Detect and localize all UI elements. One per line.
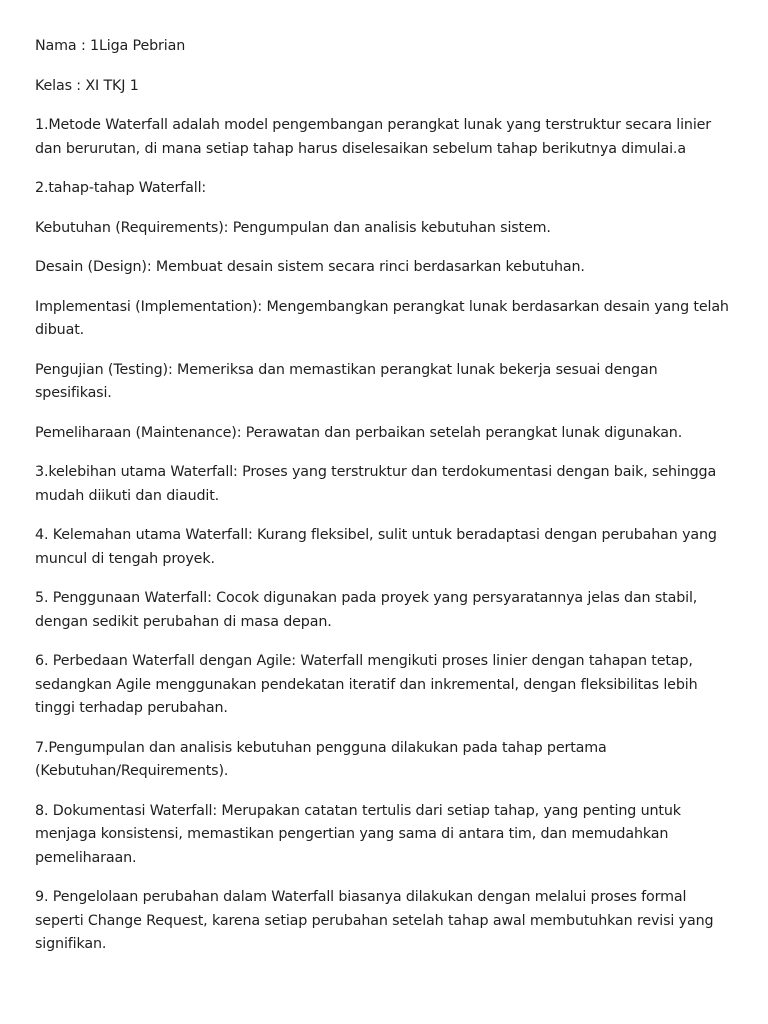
stage-testing: Pengujian (Testing): Memeriksa dan memastikan perangkat lunak bekerja sesuai dengan spesifikasi. <box>35 361 658 401</box>
answer-6-comparison: 6. Perbedaan Waterfall dengan Agile: Waterfall mengikuti proses linier dengan tahapan tetap, sedangkan Agile menggunakan pendekatan iteratif dan inkremental, dengan fleksibilitas lebih tinggi terhadap perubahan. <box>35 653 698 716</box>
student-class: Kelas : XI TKJ 1 <box>35 77 139 94</box>
answer-3-advantages: 3.kelebihan utama Waterfall: Proses yang terstruktur dan terdokumentasi dengan baik, sehingga mudah diikuti dan diaudit. <box>35 464 717 504</box>
answer-8-documentation: 8. Dokumentasi Waterfall: Merupakan catatan tertulis dari setiap tahap, yang penting untuk menjaga konsistensi, memastikan pengertian yang sama di antara tim, dan memudahkan pemeliharaan. <box>35 802 681 866</box>
answer-9-change-management: 9. Pengelolaan perubahan dalam Waterfall biasanya dilakukan dengan melalui proses formal seperti Change Request, karena setiap perubahan setelah tahap awal membutuhkan revisi yang signifikan. <box>35 889 714 952</box>
answer-1-definition: 1.Metode Waterfall adalah model pengembangan perangkat lunak yang terstruktur secara linier dan berurutan, di mana setiap tahap harus diselesaikan sebelum tahap berikutnya dimulai.a <box>35 117 712 157</box>
answer-4-weaknesses: 4. Kelemahan utama Waterfall: Kurang fleksibel, sulit untuk beradaptasi dengan perubahan yang muncul di tengah proyek. <box>35 527 717 567</box>
answer-5-usage: 5. Penggunaan Waterfall: Cocok digunakan pada proyek yang persyaratannya jelas dan stabil, dengan sedikit perubahan di masa depan. <box>35 590 698 630</box>
stage-maintenance: Pemeliharaan (Maintenance): Perawatan dan perbaikan setelah perangkat lunak digunakan. <box>35 424 683 441</box>
stage-requirements: Kebutuhan (Requirements): Pengumpulan dan analisis kebutuhan sistem. <box>35 219 551 236</box>
answer-7-requirements: 7.Pengumpulan dan analisis kebutuhan pengguna dilakukan pada tahap pertama (Kebutuhan/Requirements). <box>35 739 607 779</box>
answer-2-heading: 2.tahap-tahap Waterfall: <box>35 180 207 196</box>
stage-design: Desain (Design): Membuat desain sistem secara rinci berdasarkan kebutuhan. <box>35 259 585 275</box>
document-body <box>35 35 735 973</box>
stage-implementation: Implementasi (Implementation): Mengembangkan perangkat lunak berdasarkan desain yang telah dibuat. <box>35 298 729 338</box>
student-name: Nama : 1Liga Pebrian <box>35 38 186 54</box>
